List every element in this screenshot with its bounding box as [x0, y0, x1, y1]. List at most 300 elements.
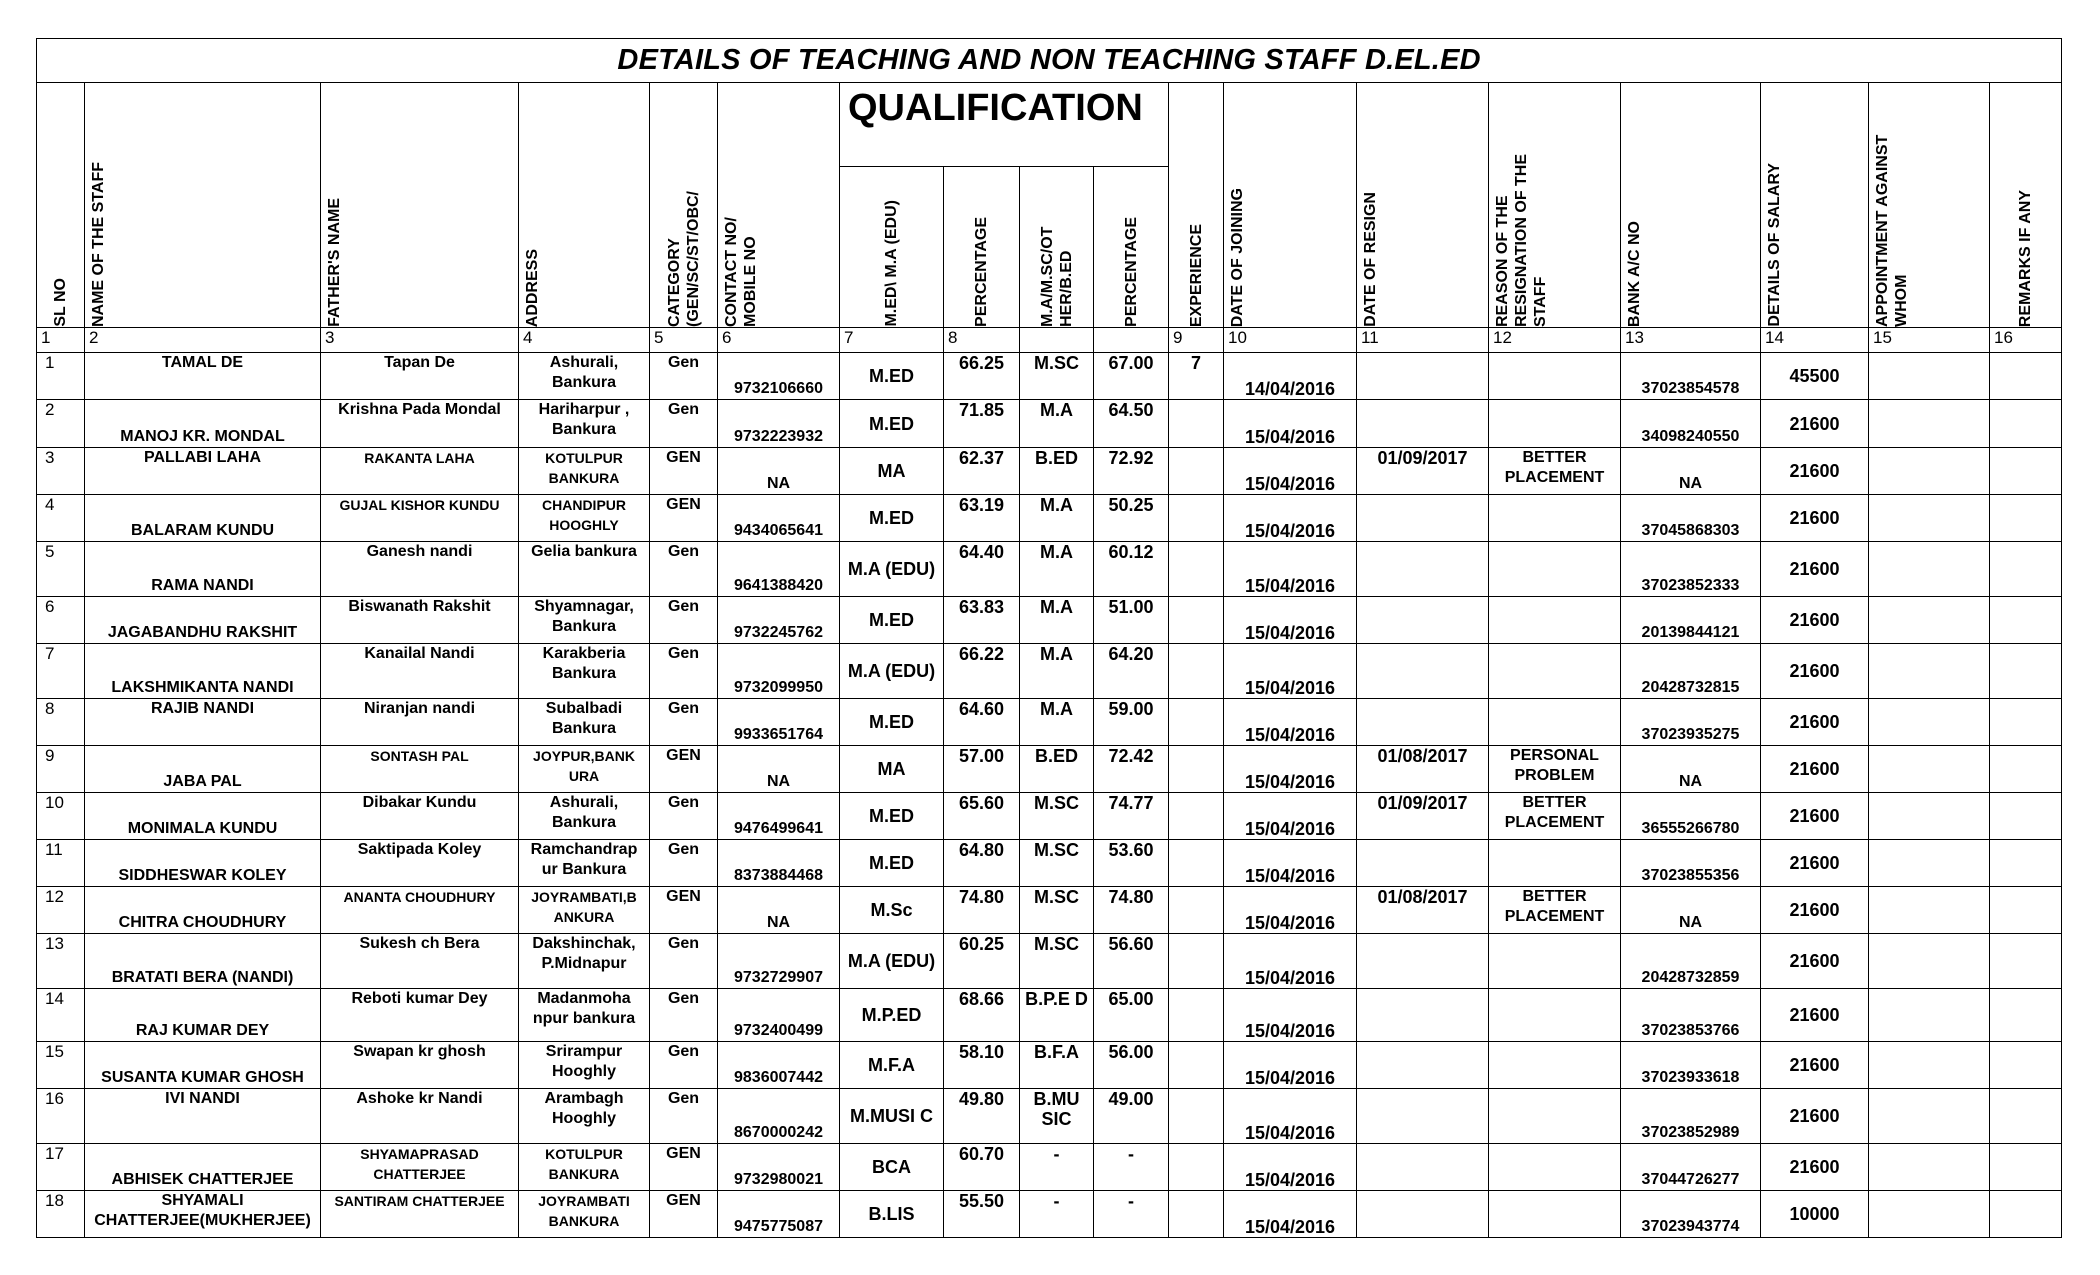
cell-appointment	[1869, 887, 1990, 934]
cell-category: GEN	[650, 887, 718, 934]
cell-reason	[1489, 989, 1621, 1042]
cell-category: Gen	[650, 793, 718, 840]
cell-date-of-resign	[1357, 495, 1489, 542]
cell-contact: 9732106660	[718, 353, 840, 400]
cell-date-of-resign	[1357, 934, 1489, 989]
cell-percentage-1: 58.10	[944, 1042, 1020, 1089]
cell-father-name: ANANTA CHOUDHURY	[321, 887, 519, 934]
cell-remarks	[1990, 746, 2062, 793]
cell-experience	[1169, 793, 1224, 840]
cell-percentage-2: 72.92	[1094, 448, 1169, 495]
table-row	[37, 887, 2062, 934]
cell-appointment	[1869, 448, 1990, 495]
cell-date-of-joining: 15/04/2016	[1224, 448, 1357, 495]
cell-qualification-1: M.P.ED	[840, 989, 944, 1042]
header-experience: EXPERIENCE	[1169, 83, 1224, 328]
cell-contact: 9732400499	[718, 989, 840, 1042]
table-row	[37, 840, 2062, 887]
cell-remarks	[1990, 989, 2062, 1042]
column-number: 10	[1224, 328, 1357, 353]
cell-date-of-resign	[1357, 597, 1489, 644]
cell-father-name: Ashoke kr Nandi	[321, 1089, 519, 1144]
cell-father-name: Swapan kr ghosh	[321, 1042, 519, 1089]
cell-salary: 21600	[1761, 840, 1869, 887]
cell-name: SHYAMALI CHATTERJEE(MUKHERJEE)	[85, 1191, 321, 1238]
cell-percentage-1: 71.85	[944, 400, 1020, 448]
cell-remarks	[1990, 448, 2062, 495]
column-number: 15	[1869, 328, 1990, 353]
table-row	[37, 934, 2062, 989]
column-number: 9	[1169, 328, 1224, 353]
cell-experience	[1169, 495, 1224, 542]
cell-name: IVI NANDI	[85, 1089, 321, 1144]
cell-experience	[1169, 448, 1224, 495]
header-bank-account: BANK A/C NO	[1621, 83, 1761, 328]
cell-percentage-2: 72.42	[1094, 746, 1169, 793]
cell-date-of-resign: 01/08/2017	[1357, 887, 1489, 934]
cell-date-of-joining: 15/04/2016	[1224, 840, 1357, 887]
cell-salary: 21600	[1761, 989, 1869, 1042]
cell-reason	[1489, 353, 1621, 400]
cell-date-of-resign	[1357, 989, 1489, 1042]
cell-qualification-2: B.ED	[1020, 746, 1094, 793]
cell-address: Arambagh Hooghly	[519, 1089, 650, 1144]
cell-salary: 21600	[1761, 1089, 1869, 1144]
table-row	[37, 597, 2062, 644]
column-number: 16	[1990, 328, 2062, 353]
cell-date-of-joining: 15/04/2016	[1224, 887, 1357, 934]
cell-bank-account: 37023854578	[1621, 353, 1761, 400]
cell-remarks	[1990, 840, 2062, 887]
cell-experience: 7	[1169, 353, 1224, 400]
cell-qualification-2: M.SC	[1020, 353, 1094, 400]
cell-qualification-2: B.MU SIC	[1020, 1089, 1094, 1144]
cell-salary: 21600	[1761, 400, 1869, 448]
cell-reason: PERSONAL PROBLEM	[1489, 746, 1621, 793]
cell-father-name: Dibakar Kundu	[321, 793, 519, 840]
cell-percentage-2: 67.00	[1094, 353, 1169, 400]
cell-salary: 21600	[1761, 746, 1869, 793]
cell-reason	[1489, 934, 1621, 989]
cell-qualification-1: M.ED	[840, 699, 944, 746]
cell-salary: 21600	[1761, 597, 1869, 644]
cell-percentage-1: 66.22	[944, 644, 1020, 699]
cell-appointment	[1869, 699, 1990, 746]
cell-date-of-joining: 14/04/2016	[1224, 353, 1357, 400]
cell-salary: 21600	[1761, 1144, 1869, 1191]
cell-remarks	[1990, 495, 2062, 542]
cell-contact: 9476499641	[718, 793, 840, 840]
cell-sl-no: 13	[37, 934, 85, 989]
cell-contact: NA	[718, 448, 840, 495]
header-address: ADDRESS	[519, 83, 650, 328]
cell-experience	[1169, 644, 1224, 699]
cell-qualification-1: M.Sc	[840, 887, 944, 934]
cell-date-of-resign	[1357, 353, 1489, 400]
cell-appointment	[1869, 353, 1990, 400]
header-date-of-joining: DATE OF JOINING	[1224, 83, 1357, 328]
cell-address: Ashurali, Bankura	[519, 793, 650, 840]
cell-address: KOTULPUR BANKURA	[519, 448, 650, 495]
cell-salary: 45500	[1761, 353, 1869, 400]
cell-remarks	[1990, 542, 2062, 597]
cell-qualification-2: -	[1020, 1144, 1094, 1191]
cell-father-name: Krishna Pada Mondal	[321, 400, 519, 448]
cell-sl-no: 18	[37, 1191, 85, 1238]
cell-experience	[1169, 746, 1224, 793]
cell-date-of-joining: 15/04/2016	[1224, 934, 1357, 989]
cell-address: CHANDIPUR HOOGHLY	[519, 495, 650, 542]
cell-name: TAMAL DE	[85, 353, 321, 400]
cell-remarks	[1990, 934, 2062, 989]
cell-father-name: RAKANTA LAHA	[321, 448, 519, 495]
cell-date-of-resign	[1357, 542, 1489, 597]
cell-remarks	[1990, 793, 2062, 840]
cell-bank-account: NA	[1621, 746, 1761, 793]
cell-contact: 9836007442	[718, 1042, 840, 1089]
cell-percentage-1: 74.80	[944, 887, 1020, 934]
header-date-of-resign: DATE OF RESIGN	[1357, 83, 1489, 328]
cell-date-of-joining: 15/04/2016	[1224, 1042, 1357, 1089]
cell-reason	[1489, 495, 1621, 542]
cell-category: GEN	[650, 495, 718, 542]
cell-appointment	[1869, 840, 1990, 887]
cell-percentage-2: 59.00	[1094, 699, 1169, 746]
cell-date-of-resign	[1357, 1191, 1489, 1238]
cell-bank-account: 20428732815	[1621, 644, 1761, 699]
page-title: DETAILS OF TEACHING AND NON TEACHING STAFF D.EL.ED	[37, 39, 2062, 83]
cell-qualification-2: B.F.A	[1020, 1042, 1094, 1089]
cell-date-of-joining: 15/04/2016	[1224, 495, 1357, 542]
cell-bank-account: 37023933618	[1621, 1042, 1761, 1089]
cell-percentage-2: 49.00	[1094, 1089, 1169, 1144]
cell-bank-account: 34098240550	[1621, 400, 1761, 448]
cell-category: Gen	[650, 840, 718, 887]
cell-appointment	[1869, 495, 1990, 542]
cell-date-of-joining: 15/04/2016	[1224, 400, 1357, 448]
cell-category: Gen	[650, 597, 718, 644]
cell-bank-account: 37023943774	[1621, 1191, 1761, 1238]
table-row	[37, 793, 2062, 840]
table-row	[37, 1089, 2062, 1144]
column-number: 6	[718, 328, 840, 353]
cell-bank-account: 36555266780	[1621, 793, 1761, 840]
cell-name: RAJIB NANDI	[85, 699, 321, 746]
table-row	[37, 1191, 2062, 1238]
cell-name: SIDDHESWAR KOLEY	[85, 840, 321, 887]
cell-father-name: Niranjan nandi	[321, 699, 519, 746]
cell-category: Gen	[650, 699, 718, 746]
cell-qualification-2: M.A	[1020, 699, 1094, 746]
cell-reason	[1489, 644, 1621, 699]
cell-bank-account: 37023853766	[1621, 989, 1761, 1042]
cell-reason: BETTER PLACEMENT	[1489, 793, 1621, 840]
cell-date-of-joining: 15/04/2016	[1224, 989, 1357, 1042]
cell-date-of-resign: 01/09/2017	[1357, 793, 1489, 840]
cell-remarks	[1990, 353, 2062, 400]
cell-bank-account: 20428732859	[1621, 934, 1761, 989]
column-number: 7	[840, 328, 944, 353]
cell-reason	[1489, 1042, 1621, 1089]
cell-percentage-2: 51.00	[1094, 597, 1169, 644]
cell-qualification-1: M.MUSI C	[840, 1089, 944, 1144]
cell-date-of-joining: 15/04/2016	[1224, 746, 1357, 793]
cell-sl-no: 15	[37, 1042, 85, 1089]
cell-father-name: Saktipada Koley	[321, 840, 519, 887]
cell-date-of-resign	[1357, 840, 1489, 887]
cell-date-of-joining: 15/04/2016	[1224, 1144, 1357, 1191]
header-father-name: FATHER'S NAME	[321, 83, 519, 328]
cell-salary: 21600	[1761, 934, 1869, 989]
cell-percentage-2: 74.77	[1094, 793, 1169, 840]
cell-bank-account: NA	[1621, 887, 1761, 934]
cell-salary: 21600	[1761, 542, 1869, 597]
cell-percentage-1: 68.66	[944, 989, 1020, 1042]
cell-bank-account: 37045868303	[1621, 495, 1761, 542]
cell-name: MANOJ KR. MONDAL	[85, 400, 321, 448]
header-appointment: APPOINTMENT AGAINST WHOM	[1869, 83, 1990, 328]
cell-sl-no: 2	[37, 400, 85, 448]
cell-father-name: Tapan De	[321, 353, 519, 400]
cell-bank-account: NA	[1621, 448, 1761, 495]
cell-bank-account: 37044726277	[1621, 1144, 1761, 1191]
cell-percentage-2: 64.20	[1094, 644, 1169, 699]
table-row	[37, 448, 2062, 495]
cell-qualification-2: B.ED	[1020, 448, 1094, 495]
cell-percentage-2: 64.50	[1094, 400, 1169, 448]
cell-address: Gelia bankura	[519, 542, 650, 597]
cell-sl-no: 11	[37, 840, 85, 887]
cell-percentage-1: 49.80	[944, 1089, 1020, 1144]
cell-date-of-resign	[1357, 1089, 1489, 1144]
cell-sl-no: 12	[37, 887, 85, 934]
header-reason-of-resignation: REASON OF THE RESIGNATION OF THE STAFF	[1489, 83, 1621, 328]
column-number: 8	[944, 328, 1020, 353]
cell-date-of-resign	[1357, 644, 1489, 699]
cell-percentage-1: 60.25	[944, 934, 1020, 989]
cell-experience	[1169, 1191, 1224, 1238]
cell-contact: 8373884468	[718, 840, 840, 887]
cell-date-of-joining: 15/04/2016	[1224, 1089, 1357, 1144]
cell-reason	[1489, 542, 1621, 597]
cell-date-of-joining: 15/04/2016	[1224, 793, 1357, 840]
cell-qualification-1: M.ED	[840, 597, 944, 644]
cell-qualification-2: M.A	[1020, 542, 1094, 597]
cell-father-name: Kanailal Nandi	[321, 644, 519, 699]
cell-date-of-resign: 01/09/2017	[1357, 448, 1489, 495]
cell-name: MONIMALA KUNDU	[85, 793, 321, 840]
cell-date-of-resign: 01/08/2017	[1357, 746, 1489, 793]
cell-father-name: Ganesh nandi	[321, 542, 519, 597]
header-percentage-1: PERCENTAGE	[944, 167, 1020, 328]
cell-father-name: SONTASH PAL	[321, 746, 519, 793]
cell-name: PALLABI LAHA	[85, 448, 321, 495]
cell-experience	[1169, 840, 1224, 887]
cell-name: JAGABANDHU RAKSHIT	[85, 597, 321, 644]
header-category: CATEGORY (GEN/SC/ST/OBC/	[650, 83, 718, 328]
cell-sl-no: 8	[37, 699, 85, 746]
cell-contact: 9732099950	[718, 644, 840, 699]
staff-rows	[37, 353, 2062, 1238]
cell-percentage-1: 64.60	[944, 699, 1020, 746]
cell-qualification-2: M.SC	[1020, 840, 1094, 887]
cell-appointment	[1869, 597, 1990, 644]
header-qual-1: M.ED\ M.A (EDU)	[840, 167, 944, 328]
header-contact: CONTACT NO/ MOBILE NO	[718, 83, 840, 328]
cell-bank-account: 37023935275	[1621, 699, 1761, 746]
header-name: NAME OF THE STAFF	[85, 83, 321, 328]
cell-contact: 9732980021	[718, 1144, 840, 1191]
cell-appointment	[1869, 1144, 1990, 1191]
cell-reason: BETTER PLACEMENT	[1489, 887, 1621, 934]
cell-salary: 21600	[1761, 448, 1869, 495]
cell-address: Ashurali, Bankura	[519, 353, 650, 400]
cell-name: CHITRA CHOUDHURY	[85, 887, 321, 934]
cell-percentage-1: 63.83	[944, 597, 1020, 644]
cell-contact: NA	[718, 887, 840, 934]
cell-contact: 9641388420	[718, 542, 840, 597]
cell-date-of-resign	[1357, 400, 1489, 448]
table-row	[37, 699, 2062, 746]
cell-percentage-2: 56.60	[1094, 934, 1169, 989]
cell-name: RAMA NANDI	[85, 542, 321, 597]
column-number	[1020, 328, 1094, 353]
cell-remarks	[1990, 1089, 2062, 1144]
cell-reason	[1489, 597, 1621, 644]
cell-percentage-1: 63.19	[944, 495, 1020, 542]
cell-date-of-joining: 15/04/2016	[1224, 644, 1357, 699]
cell-category: Gen	[650, 934, 718, 989]
table-row	[37, 495, 2062, 542]
cell-date-of-resign	[1357, 1042, 1489, 1089]
header-qualification: QUALIFICATION	[840, 83, 1169, 167]
cell-category: GEN	[650, 1144, 718, 1191]
cell-address: Dakshinchak, P.Midnapur	[519, 934, 650, 989]
cell-name: LAKSHMIKANTA NANDI	[85, 644, 321, 699]
staff-table	[36, 38, 2062, 1238]
cell-percentage-1: 60.70	[944, 1144, 1020, 1191]
cell-name: RAJ KUMAR DEY	[85, 989, 321, 1042]
cell-address: JOYRAMBATI BANKURA	[519, 1191, 650, 1238]
cell-appointment	[1869, 1191, 1990, 1238]
column-number	[1094, 328, 1169, 353]
cell-remarks	[1990, 597, 2062, 644]
cell-percentage-1: 55.50	[944, 1191, 1020, 1238]
cell-date-of-joining: 15/04/2016	[1224, 542, 1357, 597]
cell-qualification-2: M.SC	[1020, 887, 1094, 934]
cell-remarks	[1990, 1144, 2062, 1191]
table-row	[37, 542, 2062, 597]
cell-sl-no: 4	[37, 495, 85, 542]
cell-contact: 9732245762	[718, 597, 840, 644]
cell-reason	[1489, 1191, 1621, 1238]
cell-qualification-2: M.A	[1020, 495, 1094, 542]
cell-address: Srirampur Hooghly	[519, 1042, 650, 1089]
cell-contact: 8670000242	[718, 1089, 840, 1144]
cell-sl-no: 5	[37, 542, 85, 597]
table-row	[37, 989, 2062, 1042]
cell-qualification-1: MA	[840, 746, 944, 793]
header-salary: DETAILS OF SALARY	[1761, 83, 1869, 328]
column-number: 11	[1357, 328, 1489, 353]
cell-experience	[1169, 597, 1224, 644]
cell-reason	[1489, 840, 1621, 887]
table-row	[37, 400, 2062, 448]
table-row	[37, 644, 2062, 699]
cell-appointment	[1869, 934, 1990, 989]
cell-category: GEN	[650, 746, 718, 793]
cell-qualification-2: M.A	[1020, 644, 1094, 699]
cell-percentage-1: 65.60	[944, 793, 1020, 840]
cell-remarks	[1990, 644, 2062, 699]
cell-appointment	[1869, 989, 1990, 1042]
cell-percentage-1: 66.25	[944, 353, 1020, 400]
cell-date-of-joining: 15/04/2016	[1224, 1191, 1357, 1238]
cell-remarks	[1990, 699, 2062, 746]
cell-father-name: Sukesh ch Bera	[321, 934, 519, 989]
cell-qualification-1: BCA	[840, 1144, 944, 1191]
cell-appointment	[1869, 746, 1990, 793]
cell-appointment	[1869, 644, 1990, 699]
cell-sl-no: 3	[37, 448, 85, 495]
cell-category: Gen	[650, 1042, 718, 1089]
cell-contact: 9475775087	[718, 1191, 840, 1238]
column-number: 14	[1761, 328, 1869, 353]
cell-salary: 21600	[1761, 1042, 1869, 1089]
cell-date-of-joining: 15/04/2016	[1224, 699, 1357, 746]
cell-address: JOYRAMBATI,B ANKURA	[519, 887, 650, 934]
cell-qualification-2: M.SC	[1020, 793, 1094, 840]
cell-address: Shyamnagar, Bankura	[519, 597, 650, 644]
cell-address: Hariharpur , Bankura	[519, 400, 650, 448]
cell-salary: 21600	[1761, 495, 1869, 542]
cell-name: BALARAM KUNDU	[85, 495, 321, 542]
cell-remarks	[1990, 400, 2062, 448]
cell-remarks	[1990, 1042, 2062, 1089]
table-row	[37, 1042, 2062, 1089]
cell-percentage-2: 53.60	[1094, 840, 1169, 887]
cell-address: JOYPUR,BANK URA	[519, 746, 650, 793]
column-number: 13	[1621, 328, 1761, 353]
cell-appointment	[1869, 1042, 1990, 1089]
cell-salary: 21600	[1761, 699, 1869, 746]
table-row	[37, 746, 2062, 793]
cell-percentage-2: -	[1094, 1144, 1169, 1191]
cell-qualification-1: M.ED	[840, 840, 944, 887]
cell-category: Gen	[650, 644, 718, 699]
cell-percentage-2: 60.12	[1094, 542, 1169, 597]
cell-sl-no: 17	[37, 1144, 85, 1191]
column-number: 5	[650, 328, 718, 353]
cell-qualification-1: B.LIS	[840, 1191, 944, 1238]
cell-experience	[1169, 989, 1224, 1042]
cell-address: Ramchandrap ur Bankura	[519, 840, 650, 887]
cell-category: Gen	[650, 989, 718, 1042]
cell-sl-no: 14	[37, 989, 85, 1042]
cell-salary: 21600	[1761, 793, 1869, 840]
cell-sl-no: 9	[37, 746, 85, 793]
cell-qualification-1: M.A (EDU)	[840, 644, 944, 699]
cell-category: GEN	[650, 448, 718, 495]
cell-experience	[1169, 934, 1224, 989]
cell-date-of-resign	[1357, 1144, 1489, 1191]
cell-qualification-1: MA	[840, 448, 944, 495]
cell-qualification-2: B.P.E D	[1020, 989, 1094, 1042]
cell-percentage-2: 74.80	[1094, 887, 1169, 934]
cell-percentage-2: 65.00	[1094, 989, 1169, 1042]
cell-remarks	[1990, 1191, 2062, 1238]
cell-bank-account: 37023852333	[1621, 542, 1761, 597]
